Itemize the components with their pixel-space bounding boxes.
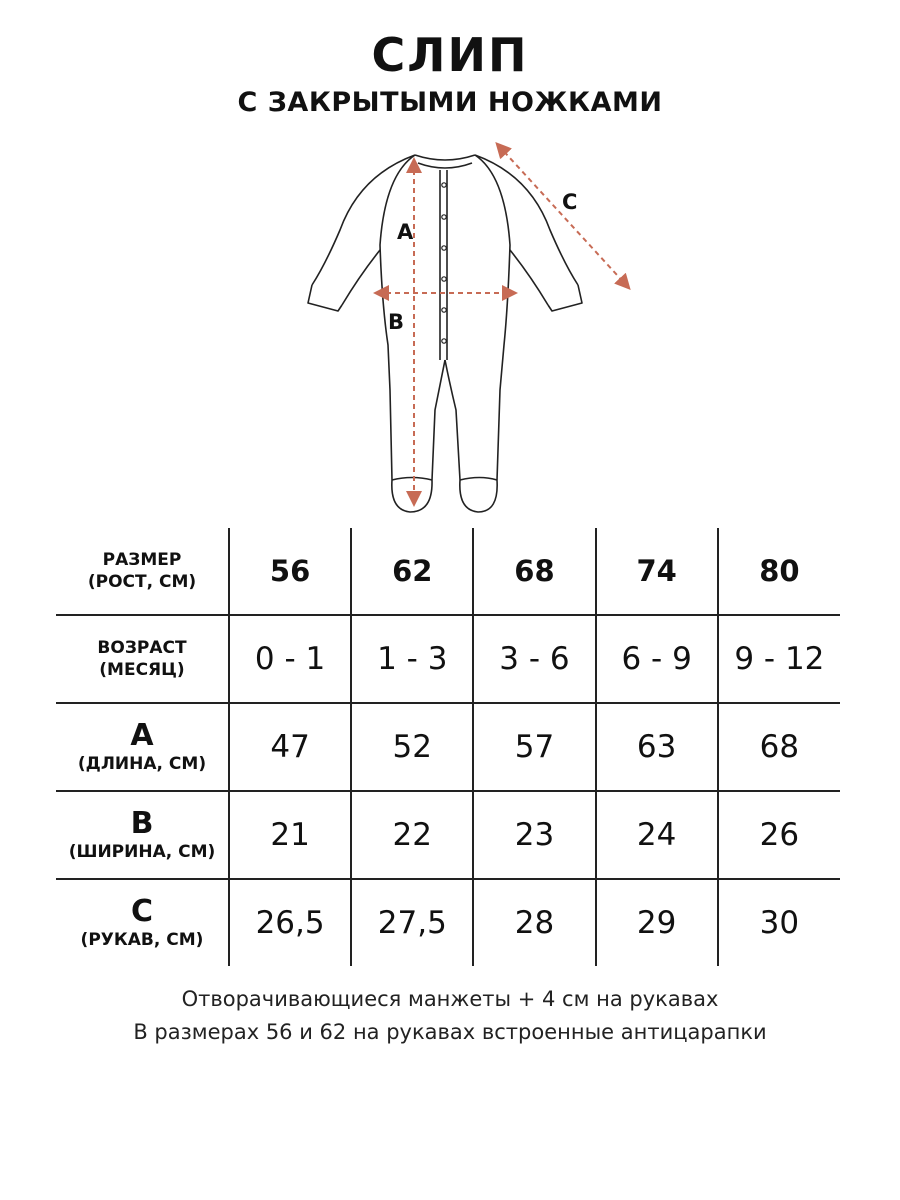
table-cell (229, 703, 351, 791)
row-header-size (56, 528, 229, 615)
row-header-line: (РОСТ, СМ) (87, 572, 197, 592)
length-value: 63 (636, 729, 677, 765)
width-value: 22 (392, 817, 432, 853)
page-title: СЛИП (371, 28, 529, 82)
garment-outline (308, 155, 582, 512)
table-cell (596, 703, 718, 791)
sleeve-value: 29 (636, 905, 677, 941)
row-header-letter: B (130, 806, 154, 841)
table-cell (229, 528, 351, 615)
table-cell (596, 791, 718, 879)
sleeve-value: 26,5 (255, 905, 325, 941)
table-row-c (56, 879, 840, 966)
table-cell (229, 791, 351, 879)
table-row-a (56, 703, 840, 791)
table-cell (473, 528, 595, 615)
row-header-c (56, 879, 229, 966)
table-cell (596, 528, 718, 615)
row-header-sub: (РУКАВ, СМ) (80, 930, 204, 950)
row-header-line: (МЕСЯЦ) (99, 660, 185, 680)
age-value: 0 - 1 (254, 641, 326, 677)
table-cell (718, 791, 840, 879)
table-cell (596, 615, 718, 703)
table-cell (351, 791, 473, 879)
row-header-b (56, 791, 229, 879)
row-header-line: РАЗМЕР (102, 550, 182, 570)
table-cell (473, 791, 595, 879)
table-row-size (56, 528, 840, 615)
table-cell (351, 615, 473, 703)
sleeve-value: 28 (514, 905, 555, 941)
length-value: 47 (270, 729, 310, 765)
row-header-sub: (ДЛИНА, СМ) (77, 754, 207, 774)
row-header-sub: (ШИРИНА, СМ) (68, 842, 216, 862)
table-cell (229, 879, 351, 966)
snap-buttons (442, 183, 446, 343)
row-header-letter: A (130, 718, 154, 753)
table-cell (718, 703, 840, 791)
size-table (56, 528, 840, 966)
width-value: 24 (636, 817, 677, 853)
footnotes (0, 983, 900, 1049)
width-value: 26 (759, 817, 800, 853)
row-header-a (56, 703, 229, 791)
table-cell (351, 703, 473, 791)
table-cell (718, 528, 840, 615)
size-value: 74 (636, 554, 677, 588)
footnote-line: Отворачивающиеся манжеты + 4 см на рукавах (181, 987, 719, 1011)
table-cell (596, 879, 718, 966)
length-value: 68 (759, 729, 800, 765)
label-b: B (388, 310, 405, 334)
table-cell (229, 615, 351, 703)
table-cell (351, 879, 473, 966)
length-value: 57 (514, 729, 555, 765)
label-c: C (562, 190, 578, 214)
row-header-age (56, 615, 229, 703)
age-value: 6 - 9 (621, 641, 692, 677)
table-row-b (56, 791, 840, 879)
footnote-line: В размерах 56 и 62 на рукавах встроенные антицарапки (133, 1020, 767, 1044)
table-cell (473, 703, 595, 791)
page-subtitle: С ЗАКРЫТЫМИ НОЖКАМИ (237, 87, 663, 118)
row-header-line: ВОЗРАСТ (97, 638, 187, 658)
sleeve-value: 27,5 (377, 905, 447, 941)
age-value: 1 - 3 (377, 641, 448, 677)
measure-line-c (498, 145, 628, 287)
table-cell (473, 879, 595, 966)
sleeve-value: 30 (759, 905, 800, 941)
sleepsuit-diagram (290, 135, 650, 520)
size-value: 68 (514, 554, 555, 588)
age-value: 3 - 6 (499, 641, 570, 677)
size-value: 80 (759, 554, 800, 588)
table-cell (351, 528, 473, 615)
row-header-letter: C (130, 894, 154, 929)
width-value: 21 (270, 817, 310, 853)
size-value: 56 (269, 554, 311, 588)
table-cell (718, 615, 840, 703)
width-value: 23 (514, 817, 555, 853)
label-a: A (397, 220, 414, 244)
table-cell (473, 615, 595, 703)
age-value: 9 - 12 (734, 641, 825, 677)
length-value: 52 (392, 729, 432, 765)
table-row-age (56, 615, 840, 703)
size-value: 62 (392, 554, 433, 588)
table-cell (718, 879, 840, 966)
